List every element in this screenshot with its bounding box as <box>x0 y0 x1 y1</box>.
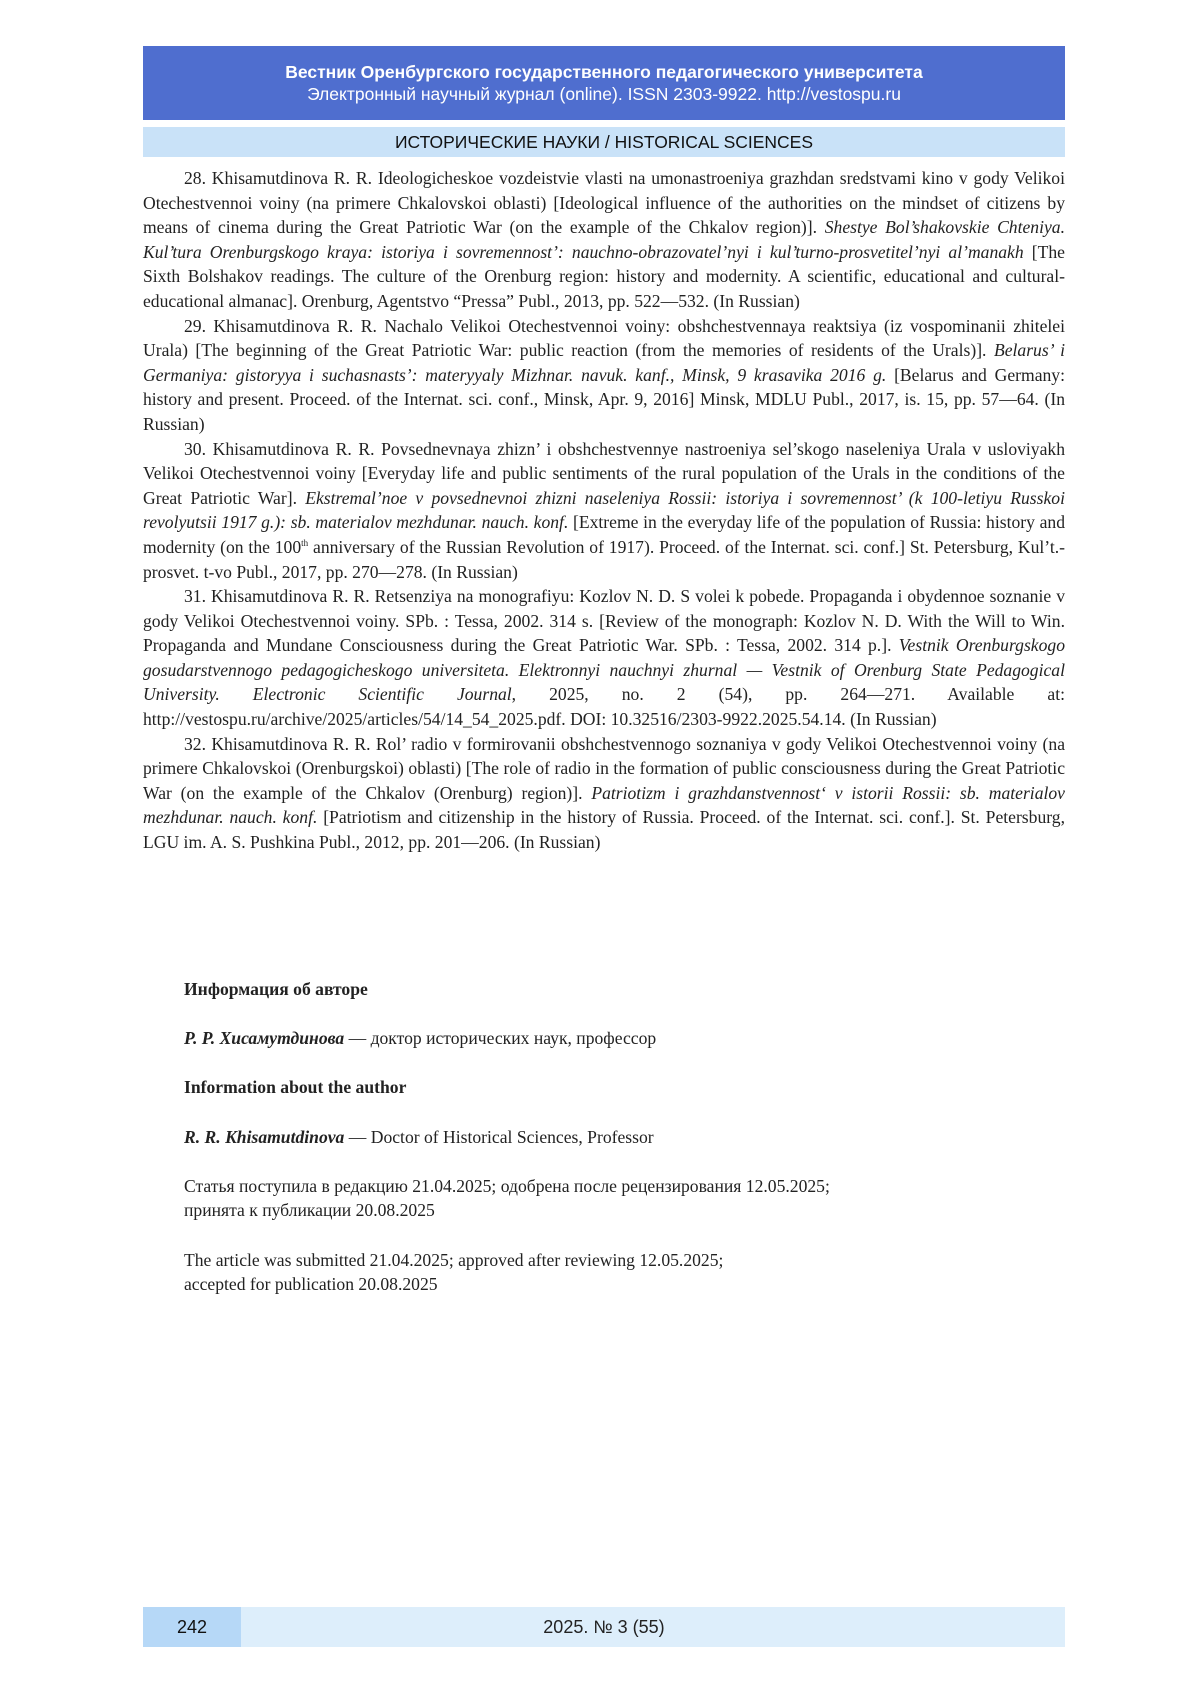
author-info-section <box>184 977 1044 1297</box>
reference-item: 32. Khisamutdinova R. R. Rol’ radio v formirovanii obshchestvennogo soznaniya v gody Velikoi Otechestvennoi voiny (na primere Chkalovskoi (Orenburgskoi) oblasti) [The role of radio in the formation of public consciousness during the Great Patriotic War (on the example of the Chkalov (Orenburg) region)]. Patriotizm i grazhdanstvennost‘ v istorii Rossii: sb. materialov mezhdunar. nauch. konf. [Patriotism and citizenship in the history of Russia. Proceed. of the Internat. sci. conf.]. St. Petersburg, LGU im. A. S. Pushkina Publ., 2012, pp. 201—206. (In Russian) <box>143 733 1065 853</box>
journal-subtitle: Электронный научный журнал (online). ISSN 2303-9922. http://vestospu.ru <box>307 84 901 104</box>
journal-title: Вестник Оренбургского государственного педагогического университета <box>285 62 923 82</box>
author-entry-ru: Р. Р. Хисамутдинова — доктор исторических наук, профессор <box>184 1028 657 1049</box>
reference-list <box>143 166 1065 855</box>
author-info-heading-en: Information about the author <box>184 1077 407 1098</box>
reference-item: 28. Khisamutdinova R. R. Ideologicheskoe vozdeistvie vlasti na umonastroeniya grazhdan sredstvami kino v gody Velikoi Otechestvennoi voiny (na primere Chkalovskoi oblasti) [Ideological influence of the authorities on the mindset of citizens by means of cinema during the Great Patriotic War (on the example of the Chkalov region)]. Shestye Bol’shakovskie Chteniya. Kul’tura Orenburgskogo kraya: istoriya i sovremennost’: nauchno-obrazovatel’nyi i kul’turno-prosvetitel’nyi al’manakh [The Sixth Bolshakov readings. The culture of the Orenburg region: history and modernity. A scientific, educational and cultural-educational almanac]. Orenburg, Agentstvo “Pressa” Publ., 2013, pp. 522—532. (In Russian) <box>143 168 1065 311</box>
article-dates-ru: Статья поступила в редакцию 21.04.2025; одобрена после рецензирования 12.05.2025; принята к публикации 20.08.2025 <box>184 1175 830 1221</box>
journal-header <box>143 46 1065 120</box>
author-entry-en: R. R. Khisamutdinova — Doctor of Historical Sciences, Professor <box>184 1126 654 1147</box>
reference-item: 30. Khisamutdinova R. R. Povsednevnaya zhizn’ i obshchestvennye nastroeniya sel’skogo naseleniya Urala v usloviyakh Velikoi Otechestvennoi voiny [Everyday life and public sentiments of the rural population of the Urals in the conditions of the Great Patriotic War]. Ekstremal’noe v povsednevnoi zhizni naseleniya Rossii: istoriya i sovremennost’ (k 100-letiyu Russkoi revolyutsii 1917 g.): sb. materialov mezhdunar. nauch. konf. [Extreme in the everyday life of the population of Russia: history and modernity (on the 100th anniversary of the Russian Revolution of 1917). Proceed. of the Internat. sci. conf.] St. Petersburg, Kul’t.-prosvet. t-vo Publ., 2017, pp. 270—278. (In Russian) <box>143 438 1065 582</box>
page-footer <box>143 1607 1065 1647</box>
author-info-heading-ru: Информация об авторе <box>184 979 368 999</box>
reference-item: 29. Khisamutdinova R. R. Nachalo Velikoi Otechestvennoi voiny: obshchestvennaya reaktsiya (iz vospominanii zhitelei Urala) [The beginning of the Great Patriotic War: public reaction (from the memories of residents of the Urals)]. Belarus’ i Germaniya: gistoryya i suchasnasts’: materyyaly Mizhnar. navuk. kanf., Minsk, 9 krasavika 2016 g. [Belarus and Germany: history and present. Proceed. of the Internat. sci. conf., Minsk, Apr. 9, 2016] Minsk, MDLU Publ., 2017, is. 15, pp. 57—64. (In Russian) <box>143 315 1065 434</box>
reference-item: 31. Khisamutdinova R. R. Retsenziya na monografiyu: Kozlov N. D. S volei k pobede. Propaganda i obydennoe soznanie v gody Velikoi Otechestvennoi voiny. SPb. : Tessa, 2002. 314 s. [Review of the monograph: Kozlov N. D. With the Will to Win. Propaganda and Mundane Consciousness during the Great Patriotic War. SPb. : Tessa, 2002. 314 p.]. Vestnik Orenburgskogo gosudarstvennogo pedagogicheskogo universiteta. Elektronnyi nauchnyi zhurnal — Vestnik of Orenburg State Pedagogical University. Electronic Scientific Journal, 2025, no. 2 (54), pp. 264—271. Available at: http://vestospu.ru/archive/2025/articles/54/14_54_2025.pdf. DOI: 10.32516/2303-9922.2025.54.14. (In Russian) <box>143 586 1065 730</box>
article-dates-en: The article was submitted 21.04.2025; approved after reviewing 12.05.2025; accepted for publication 20.08.2025 <box>184 1249 724 1295</box>
page-number: 242 <box>143 1607 241 1647</box>
issue-number: 2025. № 3 (55) <box>543 1617 665 1637</box>
section-heading: ИСТОРИЧЕСКИЕ НАУКИ / HISTORICAL SCIENCES <box>143 127 1065 157</box>
